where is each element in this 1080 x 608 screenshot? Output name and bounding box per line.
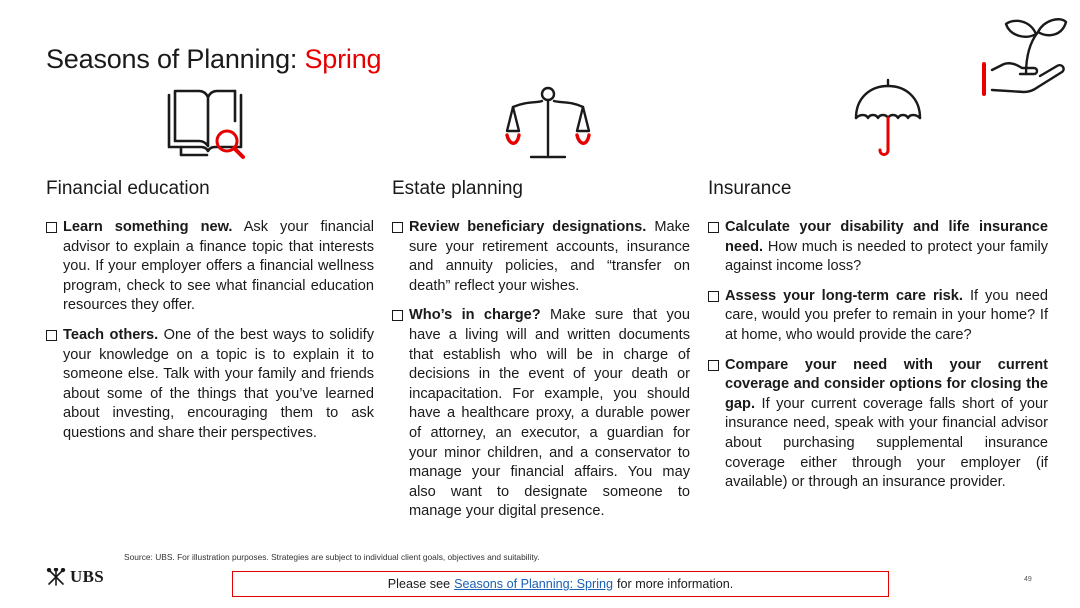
column-heading: Financial education <box>46 178 210 199</box>
footer-suffix: for more information. <box>617 577 734 591</box>
column-heading: Estate planning <box>392 178 523 199</box>
list-item <box>46 326 374 444</box>
umbrella-icon <box>850 76 926 162</box>
item-text: Make sure your retirement accounts, insurance and annuity policies, and “transfer on death” reflect your wishes. <box>409 219 690 294</box>
logo-wordmark: UBS <box>70 567 104 586</box>
checkbox-icon <box>392 222 403 233</box>
checkbox-icon <box>708 222 719 233</box>
item-lead: Assess your long-term care risk. <box>725 287 963 304</box>
seasons-of-planning-link[interactable]: Seasons of Planning: Spring <box>454 577 614 591</box>
title-accent: Spring <box>304 44 382 74</box>
title-prefix: Seasons of Planning: <box>46 44 298 74</box>
page-number: 49 <box>1024 576 1032 583</box>
plant-in-hand-icon <box>978 12 1072 98</box>
item-text: If your current coverage falls short of your insurance need, speak with your financial advisor about purchasing supplemental insurance coverage either through your employer (if available) or through an insurance provider. <box>725 395 1048 491</box>
item-lead: Compare your need with your current coverage and consider options for closing the gap. <box>725 356 1048 412</box>
checkbox-icon <box>392 310 403 321</box>
checkbox-icon <box>708 360 719 371</box>
checkbox-icon <box>708 291 719 302</box>
item-lead: Calculate your disability and life insurance need. <box>725 219 1048 255</box>
item-text: One of the best ways to solidify your knowledge on a topic is to explain it to someone else. Talk with your family and friends about some of the things that you’ve learned about investing, encouraging them to ask questions and share their perspectives. <box>63 326 374 441</box>
item-text: How much is needed to protect your family against income loss? <box>725 238 1048 275</box>
column-heading: Insurance <box>708 178 792 199</box>
footer-prefix: Please see <box>387 577 451 591</box>
item-text: Make sure that you have a living will and written documents that establish who will be in charge of decisions in the event of your death or incapacitation. For example, you should have a healthcare proxy, a durable power of attorney, an executor, a guardian for your minor children, and a conservator to manage your financial affairs. You may also want to designate someone to manage your digital presence. <box>409 307 690 520</box>
item-lead: Teach others. <box>63 326 159 343</box>
list-item <box>708 218 1048 277</box>
list-item <box>392 306 690 522</box>
item-lead: Learn something new. <box>63 219 233 235</box>
item-text: Ask your financial advisor to explain a finance topic that interests you. If your employer offers a financial wellness program, check to see what financial education resources they offer. <box>63 219 374 314</box>
footer-notice <box>232 571 889 597</box>
checkbox-icon <box>46 222 57 233</box>
ubs-keys-icon <box>46 568 66 586</box>
ubs-logo <box>46 567 104 587</box>
list-item <box>46 218 374 316</box>
list-item <box>392 218 690 296</box>
checkbox-icon <box>46 330 57 341</box>
item-text: If you need care, would you prefer to remain in your home? If at home, who would provide the care? <box>725 287 1048 343</box>
column-insurance <box>708 178 1048 503</box>
source-note: Source: UBS. For illustration purposes. Strategies are subject to individual client goals, objectives and suitability. <box>124 552 540 562</box>
column-financial-education <box>46 178 374 454</box>
scales-icon <box>505 85 591 163</box>
column-estate-planning <box>392 178 690 532</box>
item-lead: Review beneficiary designations. <box>409 219 647 235</box>
list-item <box>708 287 1048 346</box>
book-magnifier-icon <box>165 85 251 165</box>
slide-title <box>46 44 381 75</box>
list-item <box>708 356 1048 493</box>
item-lead: Who’s in charge? <box>409 307 541 324</box>
